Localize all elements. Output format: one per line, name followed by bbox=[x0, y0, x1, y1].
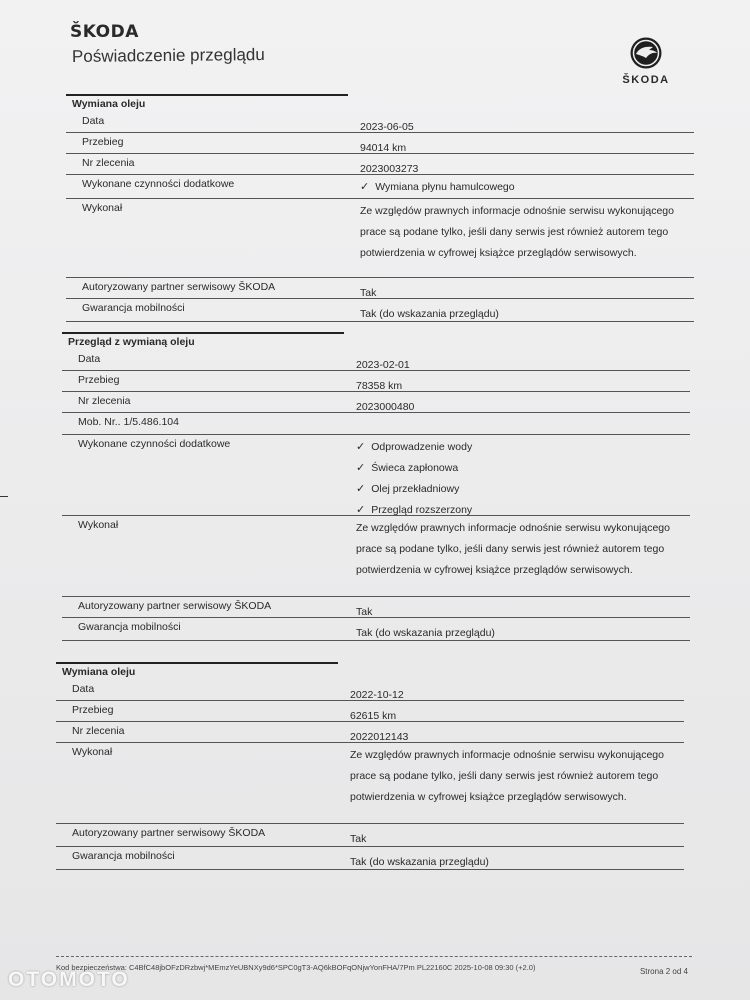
record-row bbox=[66, 154, 694, 175]
section-title: Wymiana oleju bbox=[66, 94, 694, 112]
service-section bbox=[56, 662, 684, 870]
row-label: Przebieg bbox=[72, 704, 114, 716]
security-code: Kod bezpieczeństwa: C4BfC48jbOFzDRzbwj*MEmzYeUBNXy9d6*SPC0gT3-AQ6kBOFqONjwYonFHA/7Pm PL22160C 2025-10-08 09:30 (+2.0) bbox=[56, 963, 536, 972]
legal-note-line: potwierdzenia w cyfrowej książce przeglądów serwisowych. bbox=[350, 791, 627, 803]
brand-name: ŠKODA bbox=[70, 22, 139, 42]
logo-text: ŠKODA bbox=[622, 74, 670, 86]
record-row bbox=[56, 743, 684, 824]
check-item bbox=[360, 177, 515, 198]
row-label: Gwarancja mobilności bbox=[72, 850, 175, 862]
legal-note bbox=[350, 745, 664, 808]
record-row bbox=[62, 597, 690, 618]
checkmark-icon: ✓ bbox=[356, 441, 366, 453]
row-value: 94014 km bbox=[360, 142, 407, 154]
record-row bbox=[66, 133, 694, 154]
row-value: Tak bbox=[360, 287, 377, 299]
legal-note bbox=[356, 518, 670, 581]
skoda-arrow-icon bbox=[629, 36, 663, 70]
row-label: Gwarancja mobilności bbox=[78, 621, 181, 633]
row-value: 2023000480 bbox=[356, 401, 415, 413]
legal-note-line: Ze względów prawnych informacje odnośnie serwisu wykonującego bbox=[360, 205, 674, 217]
record-row bbox=[66, 299, 694, 322]
checkmark-icon: ✓ bbox=[360, 181, 370, 193]
record-row bbox=[62, 516, 690, 597]
record-row bbox=[62, 413, 690, 435]
record-row bbox=[66, 112, 694, 133]
row-value: 2023003273 bbox=[360, 163, 419, 175]
row-label: Nr zlecenia bbox=[78, 395, 131, 407]
record-row bbox=[56, 847, 684, 870]
check-item bbox=[356, 479, 472, 500]
row-label: Nr zlecenia bbox=[82, 157, 135, 169]
document-footer bbox=[56, 956, 692, 976]
legal-note-line: prace są podane tylko, jeśli dany serwis jest również autorem tego bbox=[350, 770, 659, 782]
row-label: Wykonane czynności dodatkowe bbox=[78, 438, 231, 450]
row-value: Tak (do wskazania przeglądu) bbox=[356, 627, 495, 639]
skoda-logo bbox=[612, 36, 680, 86]
service-section bbox=[62, 332, 690, 641]
legal-note-line: potwierdzenia w cyfrowej książce przeglądów serwisowych. bbox=[356, 564, 633, 576]
row-value: 2022012143 bbox=[350, 731, 409, 743]
record-row bbox=[62, 618, 690, 641]
row-value: 2023-02-01 bbox=[356, 359, 410, 371]
record-row bbox=[66, 199, 694, 278]
checkmark-icon: ✓ bbox=[356, 483, 366, 495]
row-label: Wykonał bbox=[82, 202, 123, 214]
record-row bbox=[62, 350, 690, 371]
checkmark-icon: ✓ bbox=[356, 504, 366, 516]
row-label: Data bbox=[82, 115, 105, 127]
legal-note-line: potwierdzenia w cyfrowej książce przeglądów serwisowych. bbox=[360, 247, 637, 259]
legal-note-line: prace są podane tylko, jeśli dany serwis jest również autorem tego bbox=[360, 226, 669, 238]
row-value: 2023-06-05 bbox=[360, 121, 414, 133]
row-label: Autoryzowany partner serwisowy ŠKODA bbox=[82, 281, 276, 293]
edge-mark bbox=[0, 496, 8, 497]
check-item bbox=[356, 437, 472, 458]
row-value: Tak bbox=[350, 833, 367, 845]
row-label: Wykonane czynności dodatkowe bbox=[82, 178, 235, 190]
record-row bbox=[56, 701, 684, 722]
record-row bbox=[62, 392, 690, 413]
checkmark-icon: ✓ bbox=[356, 462, 366, 474]
legal-note-line: Ze względów prawnych informacje odnośnie serwisu wykonującego bbox=[356, 522, 670, 534]
record-row bbox=[66, 278, 694, 299]
legal-note-line: prace są podane tylko, jeśli dany serwis jest również autorem tego bbox=[356, 543, 665, 555]
check-list bbox=[360, 177, 515, 198]
check-item bbox=[356, 458, 472, 479]
watermark-logo: OTOMOTO bbox=[8, 968, 130, 991]
section-title: Wymiana oleju bbox=[56, 662, 684, 680]
check-text: Odprowadzenie wody bbox=[371, 441, 473, 453]
row-label: Autoryzowany partner serwisowy ŠKODA bbox=[72, 827, 266, 839]
row-label: Przebieg bbox=[82, 136, 124, 148]
record-row bbox=[66, 175, 694, 199]
row-label: Data bbox=[72, 683, 95, 695]
row-label: Gwarancja mobilności bbox=[82, 302, 185, 314]
document-title: Poświadczenie przeglądu bbox=[71, 44, 265, 67]
row-value: Tak (do wskazania przeglądu) bbox=[350, 856, 489, 868]
check-text: Olej przekładniowy bbox=[371, 483, 460, 495]
record-row bbox=[56, 722, 684, 743]
check-text: Przegląd rozszerzony bbox=[371, 504, 473, 516]
row-label: Autoryzowany partner serwisowy ŠKODA bbox=[78, 600, 272, 612]
row-value: 2022-10-12 bbox=[350, 689, 404, 701]
record-row bbox=[56, 680, 684, 701]
legal-note bbox=[360, 201, 674, 264]
row-label: Nr zlecenia bbox=[72, 725, 125, 737]
row-label: Przebieg bbox=[78, 374, 120, 386]
check-text: Wymiana płynu hamulcowego bbox=[375, 181, 515, 193]
row-value: 78358 km bbox=[356, 380, 403, 392]
row-value: 62615 km bbox=[350, 710, 397, 722]
record-row bbox=[62, 435, 690, 516]
legal-note-line: Ze względów prawnych informacje odnośnie serwisu wykonującego bbox=[350, 749, 664, 761]
record-row bbox=[56, 824, 684, 847]
row-label: Wykonał bbox=[72, 746, 113, 758]
record-row bbox=[62, 371, 690, 392]
service-section bbox=[66, 94, 694, 322]
check-list bbox=[356, 437, 472, 521]
check-text: Świeca zapłonowa bbox=[371, 462, 459, 474]
row-label: Mob. Nr.. 1/5.486.104 bbox=[78, 416, 179, 428]
row-value: Tak (do wskazania przeglądu) bbox=[360, 308, 499, 320]
row-label: Data bbox=[78, 353, 101, 365]
section-title: Przegląd z wymianą oleju bbox=[62, 332, 690, 350]
row-value: Tak bbox=[356, 606, 373, 618]
page-number: Strona 2 od 4 bbox=[639, 967, 688, 976]
row-label: Wykonał bbox=[78, 519, 119, 531]
